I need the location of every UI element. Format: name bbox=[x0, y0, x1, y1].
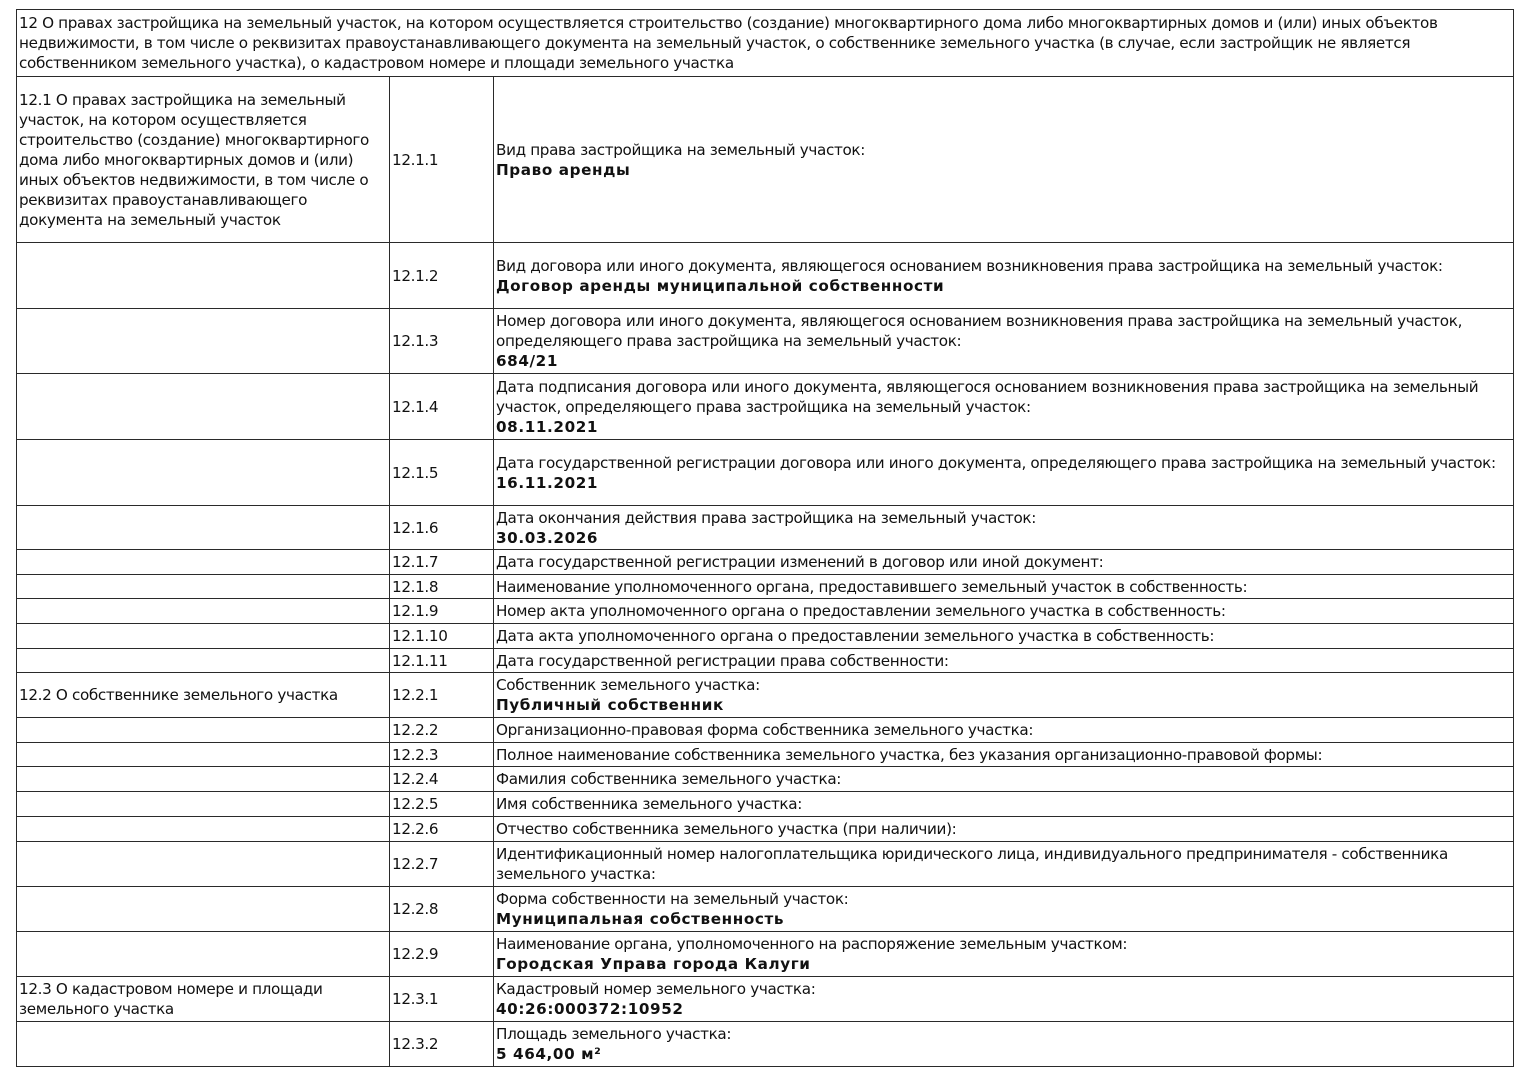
item-value: Право аренды bbox=[496, 160, 631, 179]
table-row bbox=[17, 243, 1514, 309]
item-cell bbox=[494, 767, 1514, 792]
item-code: 12.3.1 bbox=[390, 977, 494, 1022]
land-rights-table bbox=[16, 9, 1514, 1067]
empty-cell bbox=[17, 842, 390, 887]
item-label: Площадь земельного участка: bbox=[496, 1025, 732, 1043]
item-cell bbox=[494, 309, 1514, 374]
item-value: Договор аренды муниципальной собственности bbox=[496, 276, 945, 295]
item-cell bbox=[494, 817, 1514, 842]
item-cell bbox=[494, 673, 1514, 718]
item-code: 12.1.2 bbox=[390, 243, 494, 309]
item-cell bbox=[494, 842, 1514, 887]
empty-cell bbox=[17, 718, 390, 743]
table-row bbox=[17, 440, 1514, 506]
table-row bbox=[17, 506, 1514, 550]
item-code: 12.1.4 bbox=[390, 374, 494, 440]
item-code: 12.1.5 bbox=[390, 440, 494, 506]
item-label: Дата государственной регистрации изменений в договор или иной документ: bbox=[496, 553, 1104, 571]
empty-cell bbox=[17, 309, 390, 374]
table-row bbox=[17, 673, 1514, 718]
item-code: 12.1.9 bbox=[390, 599, 494, 624]
subsection-title: 12.1 О правах застройщика на земельный участок, на котором осуществляется строительство (создание) многоквартирного дома либо многоквартирных домов и (или) иных объектов недвижимости, в том числе о реквизитах правоустанавливающего документа на земельный участок bbox=[17, 77, 390, 243]
item-label: Номер акта уполномоченного органа о предоставлении земельного участка в собственность: bbox=[496, 602, 1226, 620]
empty-cell bbox=[17, 440, 390, 506]
item-cell bbox=[494, 575, 1514, 599]
empty-cell bbox=[17, 624, 390, 649]
empty-cell bbox=[17, 932, 390, 977]
item-code: 12.1.1 bbox=[390, 77, 494, 243]
empty-cell bbox=[17, 599, 390, 624]
item-cell bbox=[494, 440, 1514, 506]
item-code: 12.1.8 bbox=[390, 575, 494, 599]
item-label: Идентификационный номер налогоплательщика юридического лица, индивидуального предпринимателя - собственника земельного участка: bbox=[496, 845, 1448, 883]
section-title: 12 О правах застройщика на земельный участок, на котором осуществляется строительство (создание) многоквартирного дома либо многоквартирных домов и (или) иных объектов недвижимости, в том числе о реквизитах правоустанавливающего документа на земельный участок, о собственнике земельного участка (в случае, если застройщик не является собственником земельного участка), о кадастровом номере и площади земельного участка bbox=[17, 10, 1514, 77]
item-cell bbox=[494, 718, 1514, 743]
item-code: 12.2.3 bbox=[390, 743, 494, 767]
item-label: Наименование уполномоченного органа, предоставившего земельный участок в собственность: bbox=[496, 577, 1248, 596]
item-label: Номер договора или иного документа, являющегося основанием возникновения права застройщика на земельный участок, определяющего права застройщика на земельный участок: bbox=[496, 312, 1463, 350]
item-cell bbox=[494, 649, 1514, 673]
item-cell bbox=[494, 624, 1514, 649]
table-row bbox=[17, 792, 1514, 817]
item-cell bbox=[494, 887, 1514, 932]
item-cell bbox=[494, 743, 1514, 767]
item-label: Дата акта уполномоченного органа о предоставлении земельного участка в собственность: bbox=[496, 627, 1215, 645]
item-cell bbox=[494, 243, 1514, 309]
item-code: 12.2.7 bbox=[390, 842, 494, 887]
item-code: 12.1.7 bbox=[390, 550, 494, 575]
table-row bbox=[17, 599, 1514, 624]
table-row bbox=[17, 575, 1514, 599]
item-cell bbox=[494, 599, 1514, 624]
empty-cell bbox=[17, 575, 390, 599]
subsection-title: 12.2 О собственнике земельного участка bbox=[17, 673, 390, 718]
table-row bbox=[17, 77, 1514, 243]
table-row bbox=[17, 1022, 1514, 1067]
item-code: 12.2.6 bbox=[390, 817, 494, 842]
table-row bbox=[17, 550, 1514, 575]
empty-cell bbox=[17, 767, 390, 792]
item-code: 12.1.10 bbox=[390, 624, 494, 649]
item-cell bbox=[494, 792, 1514, 817]
table-row bbox=[17, 309, 1514, 374]
item-code: 12.2.2 bbox=[390, 718, 494, 743]
item-value: 16.11.2021 bbox=[496, 473, 599, 492]
item-code: 12.3.2 bbox=[390, 1022, 494, 1067]
table-row bbox=[17, 649, 1514, 673]
item-code: 12.1.6 bbox=[390, 506, 494, 550]
section-header-row bbox=[17, 10, 1514, 77]
table-row bbox=[17, 767, 1514, 792]
empty-cell bbox=[17, 1022, 390, 1067]
table-row bbox=[17, 887, 1514, 932]
empty-cell bbox=[17, 887, 390, 932]
item-code: 12.1.11 bbox=[390, 649, 494, 673]
document-sheet bbox=[16, 9, 1513, 1067]
item-cell bbox=[494, 374, 1514, 440]
empty-cell bbox=[17, 550, 390, 575]
item-cell bbox=[494, 506, 1514, 550]
item-cell bbox=[494, 977, 1514, 1022]
item-code: 12.2.4 bbox=[390, 767, 494, 792]
item-label: Фамилия собственника земельного участка: bbox=[496, 770, 842, 788]
empty-cell bbox=[17, 792, 390, 817]
item-code: 12.1.3 bbox=[390, 309, 494, 374]
item-label: Полное наименование собственника земельного участка, без указания организационно-правовой формы: bbox=[496, 745, 1323, 764]
item-value: 40:26:000372:10952 bbox=[496, 1000, 684, 1018]
item-label: Отчество собственника земельного участка (при наличии): bbox=[496, 820, 957, 838]
item-label: Собственник земельного участка: bbox=[496, 676, 760, 694]
table-row bbox=[17, 932, 1514, 977]
item-value: Публичный собственник bbox=[496, 696, 724, 714]
item-cell bbox=[494, 932, 1514, 977]
item-value: 5 464,00 м² bbox=[496, 1045, 602, 1063]
empty-cell bbox=[17, 243, 390, 309]
item-cell bbox=[494, 1022, 1514, 1067]
item-label: Кадастровый номер земельного участка: bbox=[496, 980, 816, 998]
item-value: 30.03.2026 bbox=[496, 528, 599, 547]
empty-cell bbox=[17, 374, 390, 440]
item-label: Вид договора или иного документа, являющегося основанием возникновения права застройщика на земельный участок: bbox=[496, 256, 1443, 275]
item-label: Дата подписания договора или иного документа, являющегося основанием возникновения права застройщика на земельный участок, определяющего права застройщика на земельный участок: bbox=[496, 377, 1479, 416]
item-label: Имя собственника земельного участка: bbox=[496, 795, 802, 813]
item-value: Городская Управа города Калуги bbox=[496, 955, 811, 973]
item-value: 684/21 bbox=[496, 352, 558, 370]
table-row bbox=[17, 817, 1514, 842]
item-label: Форма собственности на земельный участок: bbox=[496, 890, 849, 908]
item-label: Дата государственной регистрации права собственности: bbox=[496, 651, 949, 670]
subsection-title: 12.3 О кадастровом номере и площади земельного участка bbox=[17, 977, 390, 1022]
item-cell bbox=[494, 77, 1514, 243]
item-label: Дата государственной регистрации договора или иного документа, определяющего права застройщика на земельный участок: bbox=[496, 453, 1496, 472]
item-value: Муниципальная собственность bbox=[496, 910, 785, 928]
table-row bbox=[17, 842, 1514, 887]
table-row bbox=[17, 718, 1514, 743]
item-code: 12.2.1 bbox=[390, 673, 494, 718]
item-label: Дата окончания действия права застройщика на земельный участок: bbox=[496, 508, 1036, 527]
empty-cell bbox=[17, 649, 390, 673]
table-row bbox=[17, 743, 1514, 767]
item-code: 12.2.8 bbox=[390, 887, 494, 932]
item-label: Организационно-правовая форма собственника земельного участка: bbox=[496, 721, 1034, 739]
item-label: Вид права застройщика на земельный участок: bbox=[496, 140, 866, 159]
item-code: 12.2.5 bbox=[390, 792, 494, 817]
empty-cell bbox=[17, 506, 390, 550]
item-value: 08.11.2021 bbox=[496, 417, 599, 436]
empty-cell bbox=[17, 743, 390, 767]
item-code: 12.2.9 bbox=[390, 932, 494, 977]
table-row bbox=[17, 977, 1514, 1022]
table-row bbox=[17, 374, 1514, 440]
empty-cell bbox=[17, 817, 390, 842]
item-cell bbox=[494, 550, 1514, 575]
item-label: Наименование органа, уполномоченного на распоряжение земельным участком: bbox=[496, 935, 1128, 953]
table-row bbox=[17, 624, 1514, 649]
